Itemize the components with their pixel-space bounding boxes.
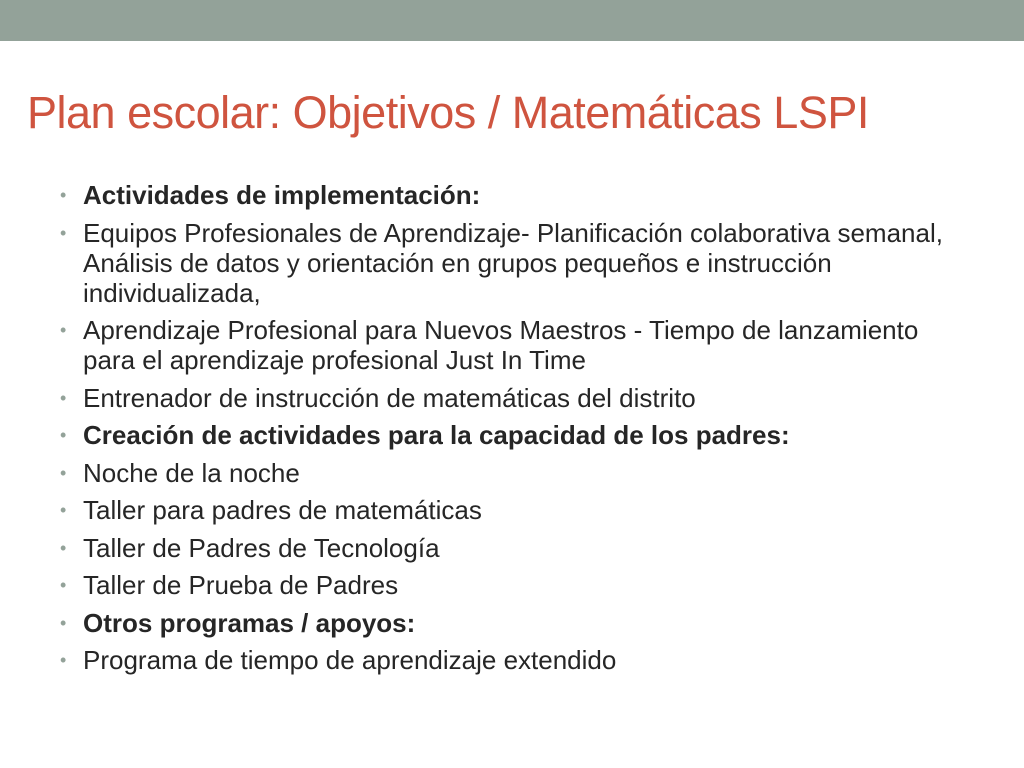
bullet-item: [58, 180, 958, 210]
bullet-dot-icon: •: [60, 222, 67, 243]
bullet-text: Taller para padres de matemáticas: [83, 495, 482, 525]
bullet-text: Otros programas / apoyos:: [83, 607, 416, 638]
bullet-dot-icon: •: [60, 425, 67, 445]
bullet-text: Noche de la noche: [83, 457, 300, 488]
bullet-text: Equipos Profesionales de Aprendizaje- Planificación colaborativa semanal, Análisis de datos y orientación en grupos pequeños e instrucción individualizada,: [83, 217, 943, 308]
bullet-text: Entrenador de instrucción de matemáticas del distrito: [83, 382, 696, 413]
bullet-text: Taller de Prueba de Padres: [83, 570, 399, 600]
bullet-text: Actividades de implementación:: [83, 180, 481, 210]
bullet-dot-icon: •: [60, 462, 67, 483]
bullet-list: [58, 180, 958, 683]
bullet-item: [58, 533, 958, 563]
bullet-dot-icon: •: [60, 320, 67, 340]
bullet-text: Taller de Padres de Tecnología: [83, 532, 440, 563]
bullet-item: [58, 458, 958, 488]
bullet-item: [58, 608, 958, 638]
bullet-text: Creación de actividades para la capacidad de los padres:: [83, 420, 790, 450]
bullet-item: [58, 495, 958, 525]
bullet-text: Aprendizaje Profesional para Nuevos Maestros - Tiempo de lanzamiento para el aprendizaje profesional Just In Time: [83, 315, 919, 375]
bullet-dot-icon: •: [60, 387, 67, 408]
bullet-item: [58, 420, 958, 450]
bullet-item: [58, 383, 958, 413]
bullet-dot-icon: •: [60, 500, 67, 520]
bullet-dot-icon: •: [60, 575, 67, 595]
top-accent-bar: [0, 0, 1024, 41]
bullet-item: [58, 645, 958, 675]
bullet-dot-icon: •: [60, 537, 67, 558]
bullet-item: [58, 315, 958, 375]
bullet-dot-icon: •: [60, 612, 67, 633]
slide-title: Plan escolar: Objetivos / Matemáticas LSPI: [27, 87, 869, 138]
bullet-dot-icon: •: [60, 185, 67, 205]
bullet-text: Programa de tiempo de aprendizaje extendido: [83, 645, 617, 675]
bullet-item: [58, 570, 958, 600]
bullet-dot-icon: •: [60, 650, 67, 670]
bullet-item: [58, 218, 958, 308]
